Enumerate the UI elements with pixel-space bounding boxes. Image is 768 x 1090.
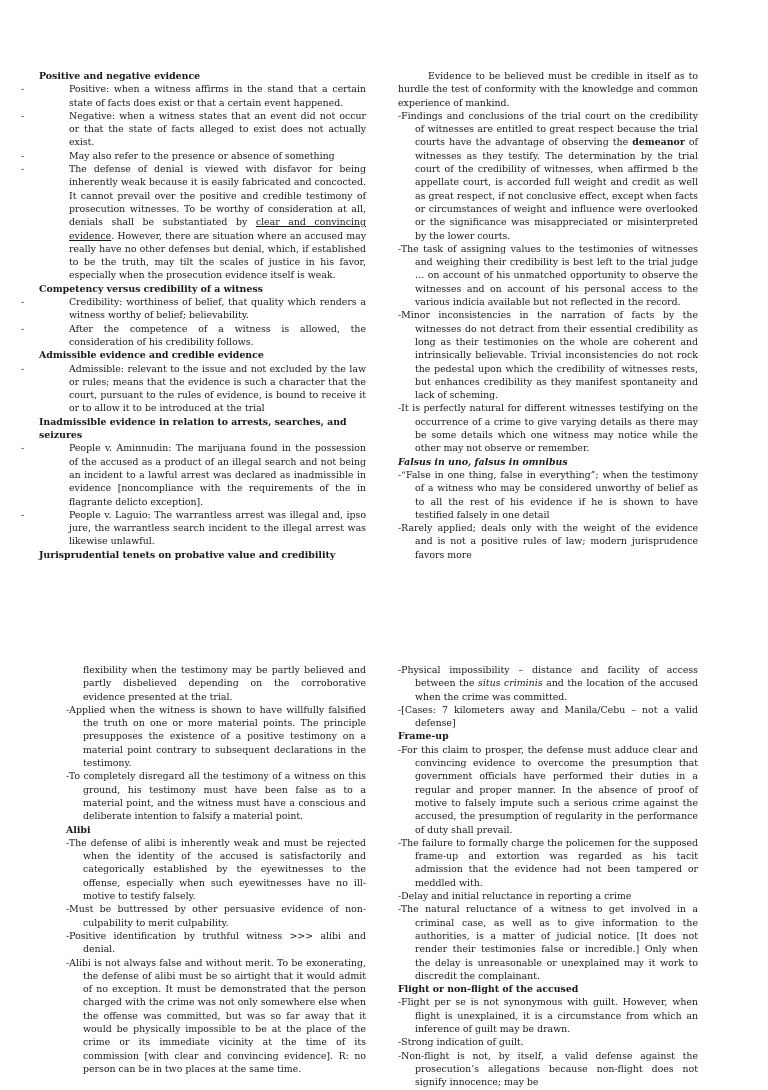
section-heading: Positive and negative evidence: [39, 71, 201, 82]
section-heading: Competency versus credibility of a witness: [39, 283, 263, 295]
bullet-paragraph: [39, 442, 366, 508]
text-run: Positive: when a witness affirms in the stand that a certain state of facts does exist or that a certain event happened.: [69, 84, 366, 109]
text-run: The defense of denial is viewed with disfavor for being inherently weak because it is easily fabricated and concocted. It cannot prevail over the positive and credible testimony of prosecution witnesses. To be worthy of consideration at all, denials shall be substantiated by: [69, 164, 366, 229]
underlined-text: clear and convincing evidence: [69, 217, 366, 242]
paragraph: [398, 704, 698, 731]
bullet-paragraph: [39, 110, 366, 150]
bullet-paragraph: [39, 323, 366, 350]
paragraph: [398, 402, 698, 455]
paragraph: [398, 469, 698, 522]
section-heading: Admissible evidence and credible evidence: [39, 350, 264, 362]
text-run: -To completely disregard all the testimony of a witness on this ground, his testimony must have been false as to a material point, and the witness must have a conscious and deliberate intention to falsify a material point.: [66, 771, 366, 823]
text-run: Negative: when a witness states that an event did not occur or that the state of facts alleged to exist does not actually exist.: [69, 110, 366, 149]
text-run: -The defense of alibi is inherently weak and must be rejected when the identity of the accused is satisfactorily and categorically established by the eyewitnesses to the offense, especially when such eyewitnesses have no ill-motive to testify falsely.: [66, 837, 366, 903]
paragraph: [398, 522, 698, 562]
text-run: -“False in one thing, false in everything”; when the testimony of a witness who may be considered unworthy of belief as to all the rest of his evidence if he is shown to have testified falsely in one detail: [398, 469, 698, 521]
paragraph: [66, 930, 366, 957]
text-run: -For this claim to prosper, the defense must adduce clear and convincing evidence to overcome the presumption that government officials have performed their duties in a regular and proper manner. In the absence of proof of motive to falsely impute such a serious crime against the accused, the presumption of regularity in the performance of duty shall prevail.: [398, 744, 698, 836]
text-run: -Strong indication of guilt.: [398, 1037, 524, 1049]
bullet-paragraph: [39, 83, 366, 110]
text-run: -The natural reluctance of a witness to get involved in a criminal case, as well as to give information to the authorities, is a matter of judicial notice. [It does not render their testimonies false or incredible.] Only when the delay is unreasonable or unexplained may it work to discredit the complainant.: [398, 904, 698, 982]
text-run: -Non-flight is not, by itself, a valid defense against the prosecution’s allegations because non-flight does not signify innocence; may be: [398, 1050, 698, 1089]
section-heading: Frame-up: [398, 731, 449, 743]
text-run: -[Cases: 7 kilometers away and Manila/Cebu – not a valid defense]: [398, 704, 698, 730]
section-heading: Flight or non-flight of the accused: [398, 984, 579, 996]
paragraph: [66, 957, 366, 1077]
text-run: -It is perfectly natural for different witnesses testifying on the occurrence of a crime to give varying details as there may be some details which one witness may notice while the other may not observe or remember.: [398, 403, 698, 455]
bullet-paragraph: [39, 163, 366, 283]
text-run: -The failure to formally charge the policemen for the supposed frame-up and extortion was regarded as his tacit admission that the evidence had not been tampered or meddled with.: [398, 837, 698, 889]
section-heading: Jurisprudential tenets on probative value and credibility: [39, 549, 336, 561]
page1-right-column: [398, 70, 698, 562]
text-run: After the competence of a witness is allowed, the consideration of his credibility follows.: [69, 323, 366, 348]
text-run: -Alibi is not always false and without merit. To be exonerating, the defense of alibi must be so airtight that it would admit of no exception. It must be demonstrated that the person charged with the crime was not only somewhere else when the offense was committed, but was so far away that it would be physically impossible to be at the place of the crime or its immediate vicinity at the time of its commission [with clear and convincing evidence]. R: no person can be in two places at the same time.: [66, 957, 366, 1075]
paragraph: [66, 704, 366, 770]
paragraph: [398, 110, 698, 243]
paragraph: [398, 903, 698, 983]
text-run: of witnesses as they testify. The determination by the trial court of the credibility of witnesses, when affirmed b the appellate court, is accorded full weight and credit as well as great respect, if not conclusive effect, except when facts or circumstances of weight and influence were overlooked or the significance was misappreciated or misinterpreted by the lower courts.: [415, 137, 698, 242]
text-run: Evidence to be believed must be credible in itself as to hurdle the test of conformity with the knowledge and common experience of mankind.: [398, 71, 698, 109]
bullet-paragraph: [39, 150, 366, 163]
paragraph: [398, 1036, 698, 1049]
paragraph: [398, 890, 698, 903]
paragraph: [398, 309, 698, 402]
paragraph: [398, 744, 698, 837]
text-run: May also refer to the presence or absence of something: [69, 150, 335, 162]
text-run: flexibility when the testimony may be partly believed and partly disbelieved depending on the corroborative evidence presented at the trial.: [83, 665, 366, 703]
bullet-paragraph: [39, 509, 366, 549]
text-run: People v. Laguio: The warrantless arrest was illegal and, ipso jure, the warrantless search incident to the illegal arrest was likewise unlawful.: [69, 509, 366, 548]
bold-text: demeanor: [632, 137, 685, 149]
page1-left-column: [39, 70, 366, 562]
text-run: -Positive identification by truthful witness >>> alibi and denial.: [66, 930, 366, 956]
text-run: -Must be buttressed by other persuasive evidence of non-culpability to merit culpability.: [66, 904, 366, 929]
paragraph: [398, 70, 698, 110]
paragraph: [398, 1050, 698, 1090]
paragraph: [66, 837, 366, 903]
text-run: -The task of assigning values to the testimonies of witnesses and weighing their credibility is best left to the trial judge … on account of his unmatched opportunity to observe the witnesses and on account of his personal access to the various indicia available but not reflected in the record.: [398, 243, 698, 309]
paragraph: [66, 664, 366, 704]
italic-text: situs criminis: [478, 678, 543, 690]
text-run: -Delay and initial reluctance in reporting a crime: [398, 891, 632, 903]
text-run: Credibility: worthiness of belief, that quality which renders a witness worthy of belief; believability.: [69, 297, 366, 322]
paragraph: [398, 243, 698, 309]
section-heading: Falsus in uno, falsus in omnibus: [398, 456, 568, 468]
section-heading: Inadmissible evidence in relation to arrests, searches, and seizures: [39, 416, 347, 442]
paragraph: [398, 837, 698, 890]
page2-left-column: [66, 664, 366, 1076]
paragraph: [66, 903, 366, 930]
text-run: -Minor inconsistencies in the narration of facts by the witnesses do not detract from their essential credibility as long as their testimonies on the whole are coherent and intrinsically believable. Trivial inconsistencies do not rock the pedestal upon which the credibility of witnesses rests, but enhances credibility as they manifest spontaneity and lack of scheming.: [398, 310, 698, 402]
page2-right-column: [398, 664, 698, 1090]
bullet-paragraph: [39, 296, 366, 323]
text-run: and the location of the accused when the crime was committed.: [415, 678, 698, 703]
text-run: -Flight per se is not synonymous with guilt. However, when flight is unexplained, it is a circumstance from which an inference of guilt may be drawn.: [398, 997, 698, 1036]
section-heading: Alibi: [66, 824, 91, 836]
text-run: People v. Aminnudin: The marijuana found in the possession of the accused as a product of an illegal search and not being an incident to a lawful arrest was declared as inadmissible in evidence [noncompliance with the requirements of the in flagrante delicto exception].: [69, 443, 366, 508]
text-run: . However, there are situation where an accused may really have no other defenses but denial, which, if established to be the truth, may tilt the scales of justice in his favor, especially when the prosecution evidence itself is weak.: [69, 230, 366, 282]
bullet-paragraph: [39, 363, 366, 416]
paragraph: [398, 664, 698, 704]
text-run: -Physical impossibility – distance and facility of access between the: [398, 665, 698, 690]
text-run: Admissible: relevant to the issue and not excluded by the law or rules; means that the evidence is such a character that the court, pursuant to the rules of evidence, is bound to receive it or to allow it to be introduced at the trial: [69, 363, 366, 415]
paragraph: [398, 996, 698, 1036]
text-run: -Rarely applied; deals only with the weight of the evidence and is not a positive rules of law; modern jurisprudence favors more: [398, 523, 698, 561]
text-run: -Findings and conclusions of the trial court on the credibility of witnesses are entitled to great respect because the trial courts have the advantage of observing the: [398, 110, 698, 149]
text-run: -Applied when the witness is shown to have willfully falsified the truth on one or more material points. The principle presupposes the existence of a positive testimony on a material point contrary to subsequent declarations in the testimony.: [66, 704, 366, 770]
paragraph: [66, 770, 366, 823]
